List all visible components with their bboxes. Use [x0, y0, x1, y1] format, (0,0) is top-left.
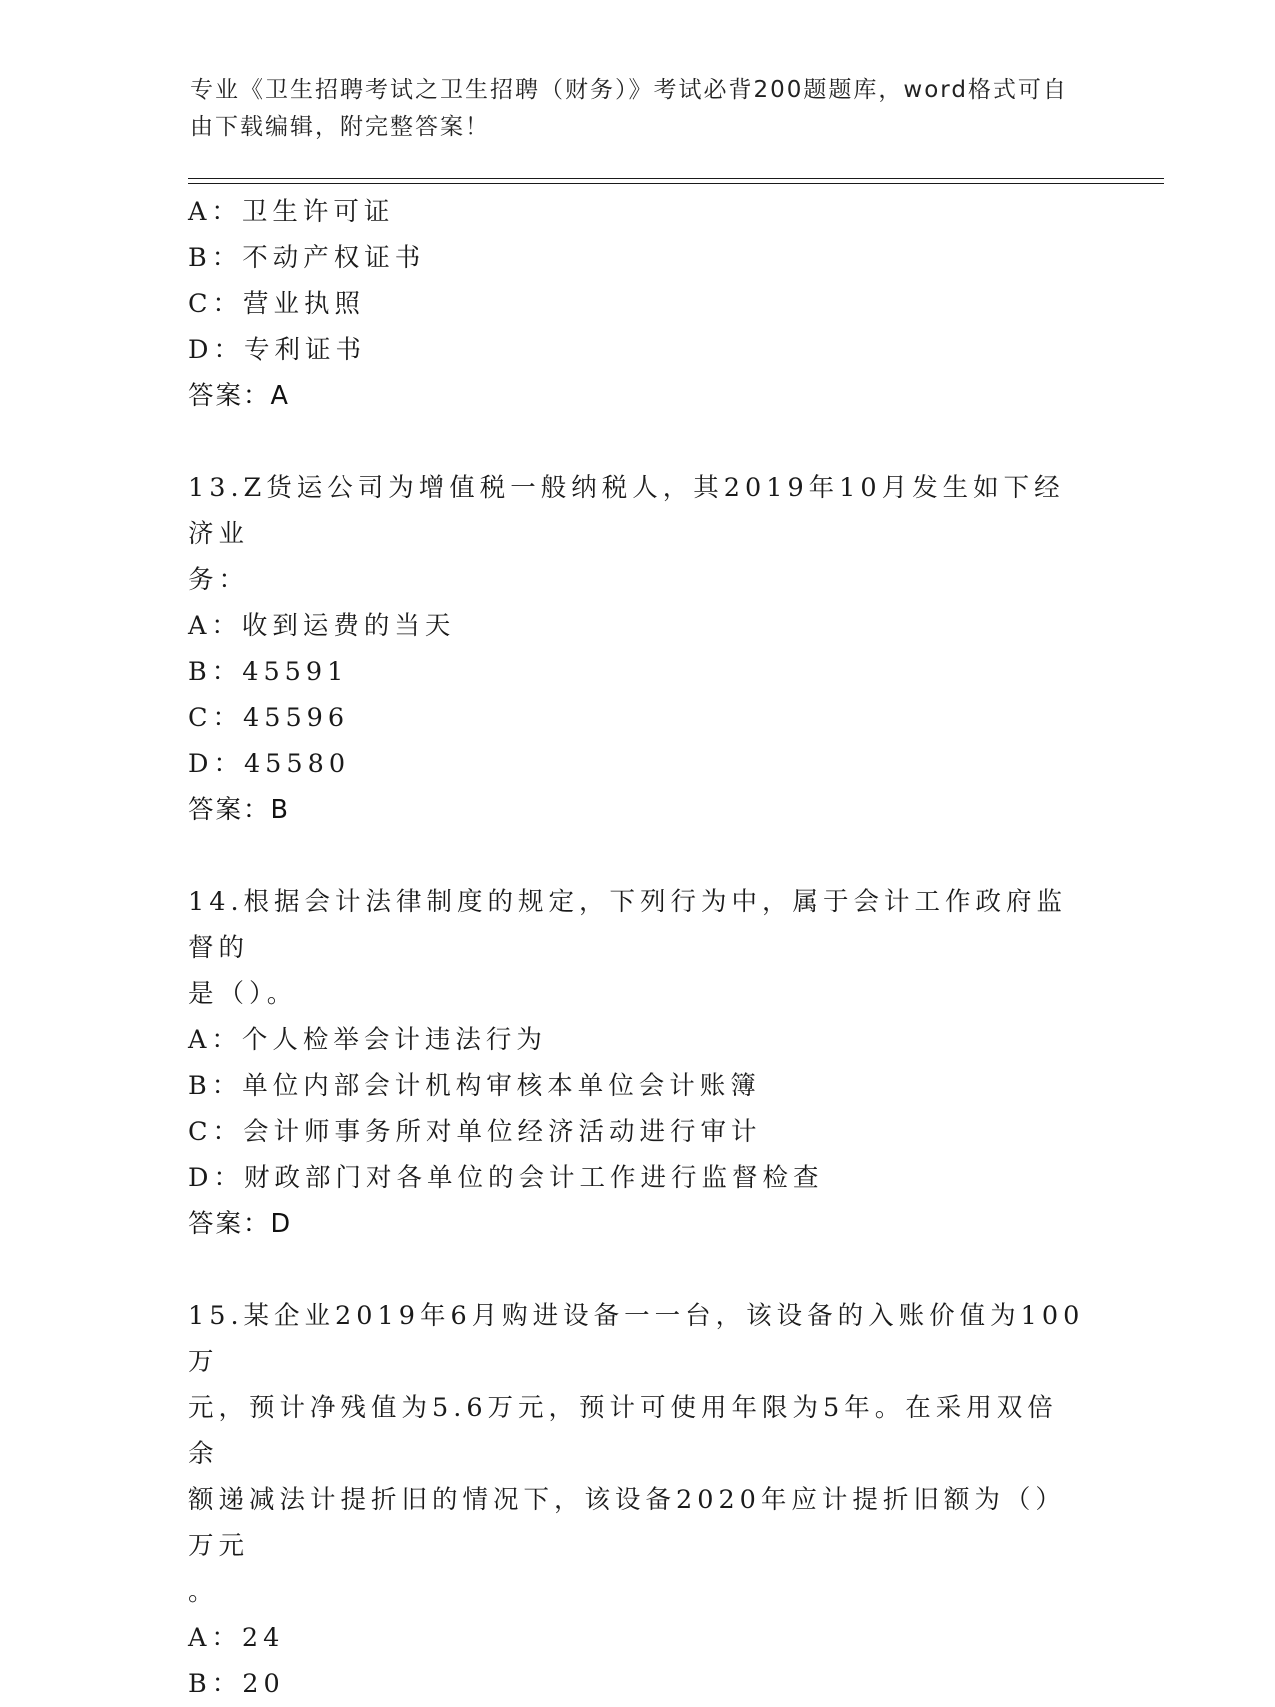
- question-13: [188, 465, 1088, 833]
- option-c: C：45596: [188, 703, 350, 733]
- header-divider-bottom: [188, 183, 1164, 184]
- question-14: [188, 879, 1088, 1247]
- option-b: B：单位内部会计机构审核本单位会计账簿: [188, 1071, 761, 1101]
- option-b: B：20: [188, 1669, 285, 1699]
- header-title: 专业《卫生招聘考试之卫生招聘（财务）》考试必背200题题库，word格式可自由下载编辑，附完整答案！: [190, 77, 1068, 140]
- option-b: B：不动产权证书: [188, 243, 426, 273]
- option-d: D：财政部门对各单位的会计工作进行监督检查: [188, 1163, 824, 1193]
- question-stem: 13.Z货运公司为增值税一般纳税人，其2019年10月发生如下经济业: [188, 473, 1065, 549]
- option-b: B：45591: [188, 657, 349, 687]
- option-a: A：收到运费的当天: [188, 611, 456, 641]
- option-a: A：24: [188, 1623, 285, 1653]
- document-header: [190, 72, 1090, 146]
- option-d: D：专利证书: [188, 335, 366, 365]
- answer: 答案：D: [188, 1209, 293, 1239]
- answer: 答案：A: [188, 381, 290, 411]
- question-stem: 额递减法计提折旧的情况下，该设备2020年应计提折旧额为（）万元: [188, 1485, 1066, 1561]
- question-spacer: [188, 1247, 1088, 1293]
- option-c: C：营业执照: [188, 289, 366, 319]
- question-stem: 。: [188, 1577, 219, 1607]
- header-divider-top: [188, 178, 1164, 179]
- option-d: D：45580: [188, 749, 351, 779]
- question-stem: 元，预计净残值为5.6万元，预计可使用年限为5年。在采用双倍余: [188, 1393, 1058, 1469]
- question-spacer: [188, 833, 1088, 879]
- question-stem: 务：: [188, 565, 250, 595]
- question-stem: 15.某企业2019年6月购进设备一一台，该设备的入账价值为100万: [188, 1301, 1085, 1377]
- question-12: [188, 189, 1088, 419]
- answer: 答案：B: [188, 795, 290, 825]
- question-spacer: [188, 419, 1088, 465]
- question-stem: 是（）。: [188, 979, 298, 1009]
- option-c: C：会计师事务所对单位经济活动进行审计: [188, 1117, 762, 1147]
- question-15: [188, 1293, 1088, 1707]
- question-list: [188, 189, 1088, 1707]
- question-stem: 14.根据会计法律制度的规定，下列行为中，属于会计工作政府监督的: [188, 887, 1068, 963]
- option-a: A：卫生许可证: [188, 197, 395, 227]
- option-a: A：个人检举会计违法行为: [188, 1025, 547, 1055]
